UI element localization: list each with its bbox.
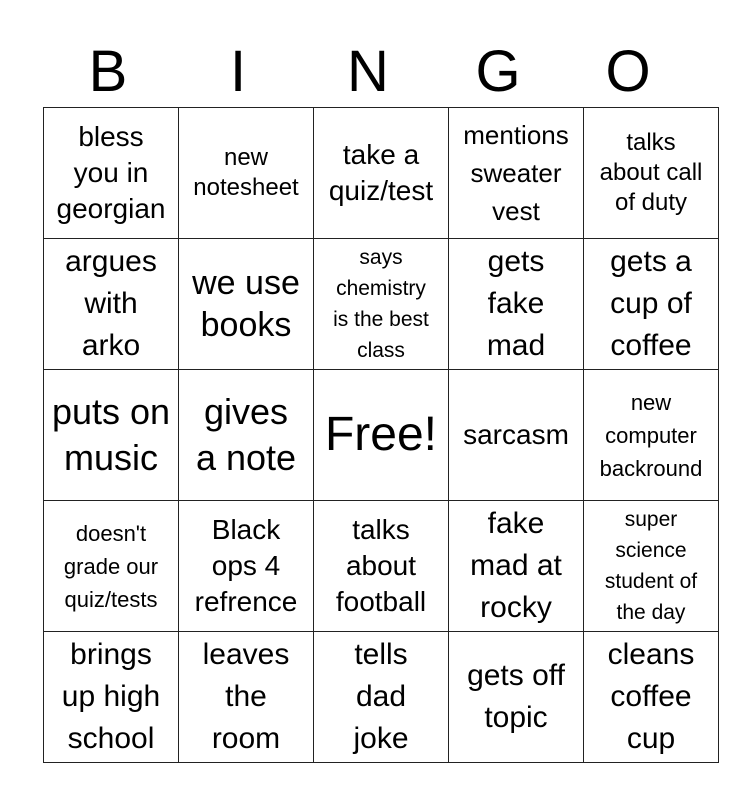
board-row [44, 239, 719, 370]
bingo-cell[interactable]: cleans coffee cup [584, 632, 719, 763]
bingo-cell[interactable]: take a quiz/test [314, 108, 449, 239]
free-space-cell[interactable]: Free! [314, 370, 449, 501]
board-row [44, 501, 719, 632]
bingo-cell[interactable]: mentions sweater vest [449, 108, 584, 239]
bingo-cell[interactable]: gets fake mad [449, 239, 584, 370]
header-letter-g: G [475, 39, 521, 104]
header-letter-i: I [229, 39, 247, 104]
bingo-cell[interactable]: gets off topic [449, 632, 584, 763]
bingo-cell[interactable]: Black ops 4 refrence [179, 501, 314, 632]
bingo-cell[interactable]: argues with arko [44, 239, 179, 370]
board-row [44, 632, 719, 763]
bingo-cell[interactable]: new computer backround [584, 370, 719, 501]
bingo-cell[interactable]: doesn't grade our quiz/tests [44, 501, 179, 632]
header-letter-n: N [347, 39, 389, 104]
bingo-cell[interactable]: talks about call of duty [584, 108, 719, 239]
bingo-cell[interactable]: new notesheet [179, 108, 314, 239]
bingo-cell[interactable]: brings up high school [44, 632, 179, 763]
bingo-cell[interactable]: super science student of the day [584, 501, 719, 632]
board-row [44, 370, 719, 501]
bingo-board [43, 107, 719, 763]
header-letter-b: B [88, 39, 128, 104]
bingo-header [43, 36, 693, 108]
bingo-cell[interactable]: tells dad joke [314, 632, 449, 763]
bingo-cell[interactable]: bless you in georgian [44, 108, 179, 239]
bingo-cell[interactable]: leaves the room [179, 632, 314, 763]
bingo-cell[interactable]: we use books [179, 239, 314, 370]
bingo-cell[interactable]: talks about football [314, 501, 449, 632]
bingo-cell[interactable]: puts on music [44, 370, 179, 501]
board-row [44, 108, 719, 239]
bingo-cell[interactable]: gets a cup of coffee [584, 239, 719, 370]
bingo-cell[interactable]: fake mad at rocky [449, 501, 584, 632]
bingo-cell[interactable]: sarcasm [449, 370, 584, 501]
bingo-cell[interactable]: says chemistry is the best class [314, 239, 449, 370]
bingo-cell[interactable]: gives a note [179, 370, 314, 501]
header-letter-o: O [605, 39, 651, 104]
